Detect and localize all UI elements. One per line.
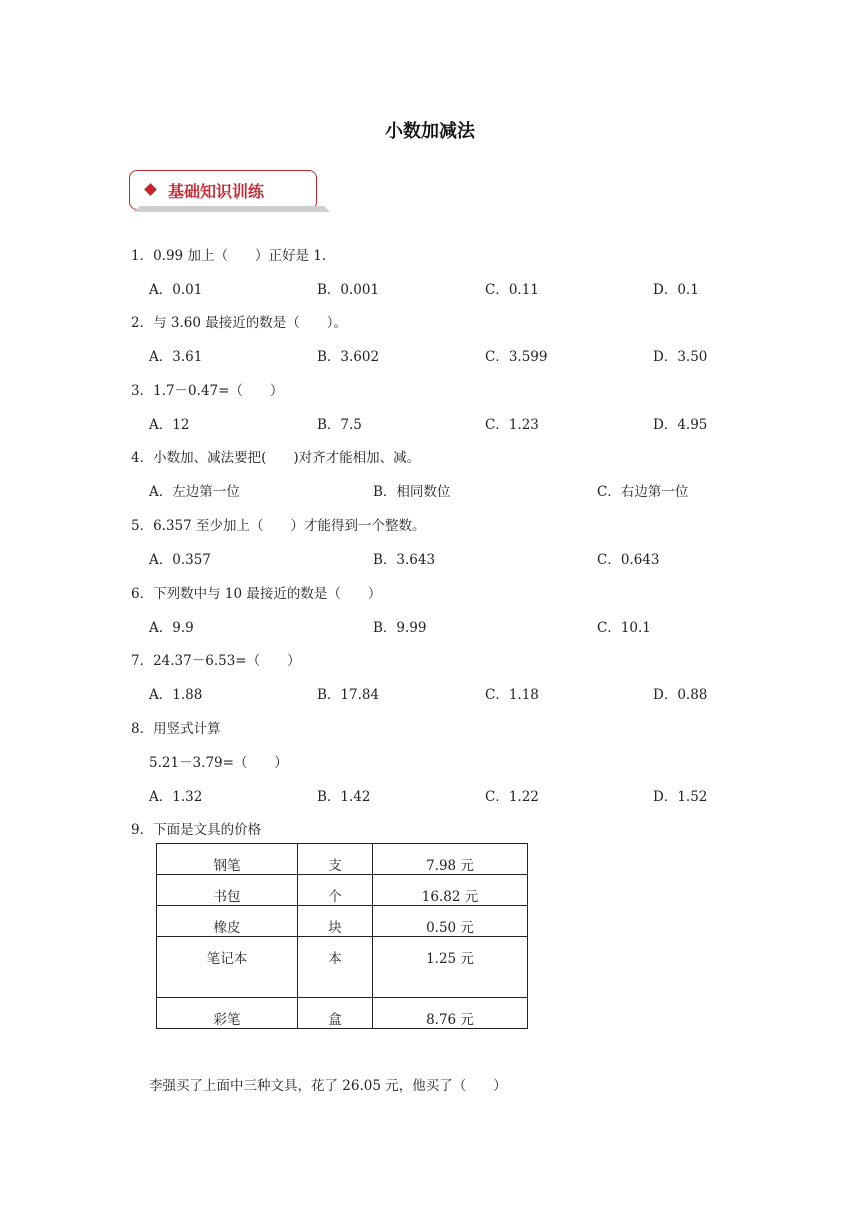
question-4: 4．小数加、减法要把( )对齐才能相加、减。 <box>131 450 421 466</box>
price-table <box>156 843 528 1029</box>
item-name: 橡皮 <box>157 906 298 937</box>
option-7a[interactable]: A．1.88 <box>149 687 203 703</box>
option-4a[interactable]: A．左边第一位 <box>149 484 240 500</box>
option-5b[interactable]: B．3.643 <box>373 552 436 568</box>
option-7c[interactable]: C．1.18 <box>485 687 539 703</box>
option-6b[interactable]: B．9.99 <box>373 620 427 636</box>
question-2: 2．与 3.60 最接近的数是（ ）。 <box>131 315 347 331</box>
option-8c[interactable]: C．1.22 <box>485 789 539 805</box>
option-8d[interactable]: D．1.52 <box>653 789 708 805</box>
section-badge <box>129 170 317 210</box>
question-5: 5．6.357 至少加上（ ）才能得到一个整数。 <box>131 518 426 534</box>
item-price: 8.76 元 <box>373 998 528 1029</box>
option-3a[interactable]: A．12 <box>149 417 190 433</box>
option-3d[interactable]: D．4.95 <box>653 417 708 433</box>
option-1c[interactable]: C．0.11 <box>485 282 539 298</box>
item-name: 钢笔 <box>157 844 298 875</box>
item-name: 彩笔 <box>157 998 298 1029</box>
question-9-followup: 李强买了上面中三种文具，花了 26.05 元，他买了（ ） <box>149 1078 507 1094</box>
item-unit: 盒 <box>298 998 373 1029</box>
table-row <box>157 906 528 937</box>
option-1d[interactable]: D．0.1 <box>653 282 699 298</box>
table-row <box>157 998 528 1029</box>
table-row <box>157 937 528 998</box>
option-7d[interactable]: D．0.88 <box>653 687 708 703</box>
diamond-icon <box>144 183 157 196</box>
option-5a[interactable]: A．0.357 <box>149 552 211 568</box>
option-5c[interactable]: C．0.643 <box>597 552 660 568</box>
option-3c[interactable]: C．1.23 <box>485 417 539 433</box>
item-price: 7.98 元 <box>373 844 528 875</box>
option-1b[interactable]: B．0.001 <box>317 282 380 298</box>
option-2d[interactable]: D．3.50 <box>653 349 708 365</box>
option-2b[interactable]: B．3.602 <box>317 349 380 365</box>
option-2c[interactable]: C．3.599 <box>485 349 548 365</box>
item-price: 16.82 元 <box>373 875 528 906</box>
option-6a[interactable]: A．9.9 <box>149 620 194 636</box>
option-7b[interactable]: B．17.84 <box>317 687 380 703</box>
question-7: 7．24.37－6.53=（ ） <box>131 653 301 669</box>
badge-shadow <box>134 204 334 214</box>
table-row <box>157 875 528 906</box>
question-1: 1．0.99 加上（ ）正好是 1. <box>131 248 327 264</box>
item-unit: 本 <box>298 937 373 998</box>
item-name: 笔记本 <box>157 937 298 998</box>
question-8-expression: 5.21－3.79=（ ） <box>149 755 288 771</box>
item-unit: 个 <box>298 875 373 906</box>
item-price: 1.25 元 <box>373 937 528 998</box>
question-8: 8．用竖式计算 <box>131 721 221 737</box>
option-3b[interactable]: B．7.5 <box>317 417 362 433</box>
option-4c[interactable]: C．右边第一位 <box>597 484 689 500</box>
question-3: 3．1.7－0.47=（ ） <box>131 383 284 399</box>
option-1a[interactable]: A．0.01 <box>149 282 203 298</box>
section-label: 基础知识训练 <box>168 182 265 201</box>
option-8a[interactable]: A．1.32 <box>149 789 203 805</box>
option-6c[interactable]: C．10.1 <box>597 620 651 636</box>
question-9: 9．下面是文具的价格 <box>131 822 262 838</box>
option-2a[interactable]: A．3.61 <box>149 349 203 365</box>
question-6: 6．下列数中与 10 最接近的数是（ ） <box>131 586 382 602</box>
option-8b[interactable]: B．1.42 <box>317 789 371 805</box>
table-row <box>157 844 528 875</box>
option-4b[interactable]: B．相同数位 <box>373 484 451 500</box>
item-unit: 块 <box>298 906 373 937</box>
item-unit: 支 <box>298 844 373 875</box>
page-title: 小数加减法 <box>385 121 475 142</box>
item-price: 0.50 元 <box>373 906 528 937</box>
item-name: 书包 <box>157 875 298 906</box>
